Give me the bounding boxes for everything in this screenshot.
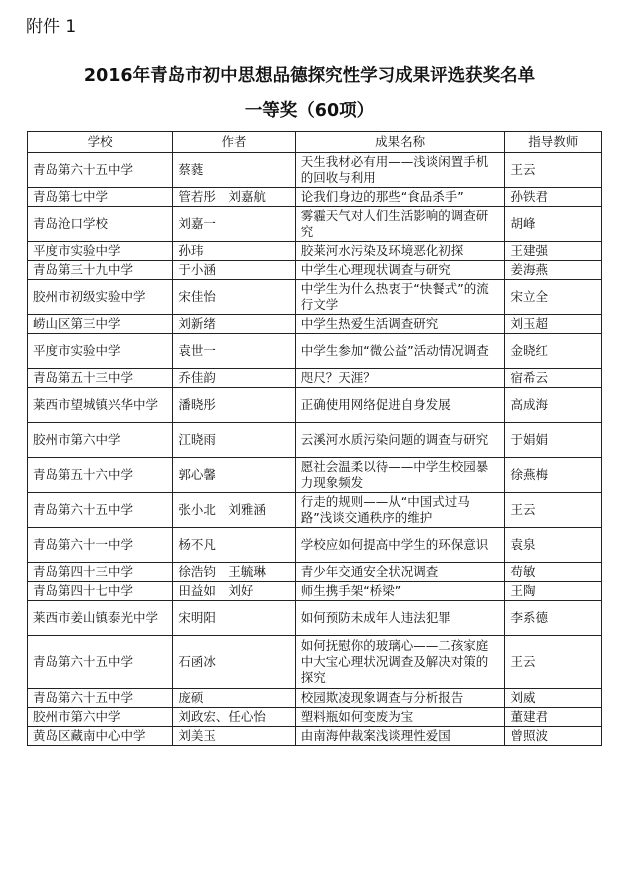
teacher-cell: 曾照波 bbox=[505, 727, 602, 746]
title-cell: 中学生参加“微公益”活动情况调查 bbox=[295, 334, 505, 369]
table-row bbox=[28, 601, 602, 636]
table-row bbox=[28, 563, 602, 582]
table-row bbox=[28, 207, 602, 242]
title-cell: 胶莱河水污染及环境恶化初探 bbox=[295, 242, 505, 261]
author-cell: 石函冰 bbox=[173, 636, 295, 689]
school-cell: 青岛第六十五中学 bbox=[28, 689, 173, 708]
title-cell: 愿社会温柔以待——中学生校园暴力现象频发 bbox=[295, 458, 505, 493]
teacher-cell: 刘威 bbox=[505, 689, 602, 708]
author-cell: 于小涵 bbox=[173, 261, 295, 280]
school-cell: 平度市实验中学 bbox=[28, 242, 173, 261]
teacher-cell: 孙铁君 bbox=[505, 188, 602, 207]
school-cell: 胶州市第六中学 bbox=[28, 423, 173, 458]
school-cell: 胶州市第六中学 bbox=[28, 708, 173, 727]
author-cell: 杨不凡 bbox=[173, 528, 295, 563]
author-cell: 刘政宏、任心怡 bbox=[173, 708, 295, 727]
table-row bbox=[28, 188, 602, 207]
table-row bbox=[28, 242, 602, 261]
header-author: 作者 bbox=[173, 132, 295, 153]
author-cell: 潘晓彤 bbox=[173, 388, 295, 423]
author-cell: 郭心馨 bbox=[173, 458, 295, 493]
teacher-cell: 高成海 bbox=[505, 388, 602, 423]
title-cell: 论我们身边的那些“食品杀手” bbox=[295, 188, 505, 207]
teacher-cell: 刘玉超 bbox=[505, 315, 602, 334]
teacher-cell: 胡峰 bbox=[505, 207, 602, 242]
header-title: 成果名称 bbox=[295, 132, 505, 153]
school-cell: 青岛第六十五中学 bbox=[28, 636, 173, 689]
author-cell: 刘嘉一 bbox=[173, 207, 295, 242]
school-cell: 青岛第四十三中学 bbox=[28, 563, 173, 582]
teacher-cell: 王陶 bbox=[505, 582, 602, 601]
teacher-cell: 李系德 bbox=[505, 601, 602, 636]
header-teacher: 指导教师 bbox=[505, 132, 602, 153]
school-cell: 青岛第三十九中学 bbox=[28, 261, 173, 280]
teacher-cell: 宋立全 bbox=[505, 280, 602, 315]
table-row bbox=[28, 493, 602, 528]
teacher-cell: 金晓红 bbox=[505, 334, 602, 369]
table-row bbox=[28, 423, 602, 458]
table-row bbox=[28, 582, 602, 601]
school-cell: 崂山区第三中学 bbox=[28, 315, 173, 334]
author-cell: 徐浩钧 王毓琳 bbox=[173, 563, 295, 582]
author-cell: 乔佳韵 bbox=[173, 369, 295, 388]
author-cell: 孙玮 bbox=[173, 242, 295, 261]
title-cell: 青少年交通安全状况调查 bbox=[295, 563, 505, 582]
attachment-label: 附件 1 bbox=[26, 17, 77, 37]
teacher-cell: 董建君 bbox=[505, 708, 602, 727]
school-cell: 青岛第七中学 bbox=[28, 188, 173, 207]
table-row bbox=[28, 280, 602, 315]
table-row bbox=[28, 334, 602, 369]
table-row bbox=[28, 458, 602, 493]
author-cell: 蔡蕤 bbox=[173, 153, 295, 188]
title-cell: 校园欺凌现象调查与分析报告 bbox=[295, 689, 505, 708]
teacher-cell: 袁泉 bbox=[505, 528, 602, 563]
teacher-cell: 姜海燕 bbox=[505, 261, 602, 280]
table-row bbox=[28, 369, 602, 388]
school-cell: 青岛沧口学校 bbox=[28, 207, 173, 242]
table-row bbox=[28, 153, 602, 188]
title-cell: 由南海仲裁案浅谈理性爱国 bbox=[295, 727, 505, 746]
title-cell: 咫尺？天涯？ bbox=[295, 369, 505, 388]
title-cell: 行走的规则——从“中国式过马路”浅谈交通秩序的维护 bbox=[295, 493, 505, 528]
school-cell: 平度市实验中学 bbox=[28, 334, 173, 369]
table-row bbox=[28, 315, 602, 334]
school-cell: 青岛第六十一中学 bbox=[28, 528, 173, 563]
table-header-row bbox=[28, 132, 602, 153]
title-cell: 师生携手架“桥梁” bbox=[295, 582, 505, 601]
title-cell: 如何预防未成年人违法犯罪 bbox=[295, 601, 505, 636]
school-cell: 莱西市姜山镇泰光中学 bbox=[28, 601, 173, 636]
teacher-cell: 王云 bbox=[505, 493, 602, 528]
school-cell: 黄岛区藏南中心中学 bbox=[28, 727, 173, 746]
school-cell: 青岛第五十六中学 bbox=[28, 458, 173, 493]
teacher-cell: 王云 bbox=[505, 636, 602, 689]
title-cell: 塑料瓶如何变废为宝 bbox=[295, 708, 505, 727]
author-cell: 刘美玉 bbox=[173, 727, 295, 746]
school-cell: 青岛第五十三中学 bbox=[28, 369, 173, 388]
teacher-cell: 苟敏 bbox=[505, 563, 602, 582]
award-subtitle: 一等奖（60项） bbox=[244, 101, 375, 121]
table-row bbox=[28, 727, 602, 746]
title-cell: 中学生热爱生活调查研究 bbox=[295, 315, 505, 334]
author-cell: 袁世一 bbox=[173, 334, 295, 369]
school-cell: 莱西市望城镇兴华中学 bbox=[28, 388, 173, 423]
table-row bbox=[28, 388, 602, 423]
school-cell: 胶州市初级实验中学 bbox=[28, 280, 173, 315]
author-cell: 管若彤 刘嘉航 bbox=[173, 188, 295, 207]
table-row bbox=[28, 528, 602, 563]
title-cell: 学校应如何提高中学生的环保意识 bbox=[295, 528, 505, 563]
teacher-cell: 徐燕梅 bbox=[505, 458, 602, 493]
table-row bbox=[28, 689, 602, 708]
award-table bbox=[27, 131, 602, 746]
table-row bbox=[28, 261, 602, 280]
author-cell: 江晓雨 bbox=[173, 423, 295, 458]
title-cell: 正确使用网络促进自身发展 bbox=[295, 388, 505, 423]
table-row bbox=[28, 636, 602, 689]
title-cell: 如何抚慰你的玻璃心——二孩家庭中大宝心理状况调查及解决对策的探究 bbox=[295, 636, 505, 689]
teacher-cell: 宿希云 bbox=[505, 369, 602, 388]
author-cell: 庞硕 bbox=[173, 689, 295, 708]
author-cell: 田益如 刘好 bbox=[173, 582, 295, 601]
title-cell: 中学生心理现状调查与研究 bbox=[295, 261, 505, 280]
title-cell: 雾霾天气对人们生活影响的调查研究 bbox=[295, 207, 505, 242]
table-body bbox=[28, 153, 602, 746]
table-row bbox=[28, 708, 602, 727]
author-cell: 宋明阳 bbox=[173, 601, 295, 636]
teacher-cell: 王建强 bbox=[505, 242, 602, 261]
author-cell: 刘新绪 bbox=[173, 315, 295, 334]
title-cell: 云溪河水质污染问题的调查与研究 bbox=[295, 423, 505, 458]
school-cell: 青岛第六十五中学 bbox=[28, 493, 173, 528]
teacher-cell: 王云 bbox=[505, 153, 602, 188]
author-cell: 宋佳怡 bbox=[173, 280, 295, 315]
title-cell: 天生我材必有用——浅谈闲置手机的回收与利用 bbox=[295, 153, 505, 188]
school-cell: 青岛第六十五中学 bbox=[28, 153, 173, 188]
title-cell: 中学生为什么热衷于“快餐式”的流行文学 bbox=[295, 280, 505, 315]
document-title: 2016年青岛市初中思想品德探究性学习成果评选获奖名单 bbox=[83, 66, 536, 86]
header-school: 学校 bbox=[28, 132, 173, 153]
author-cell: 张小北 刘雅涵 bbox=[173, 493, 295, 528]
school-cell: 青岛第四十七中学 bbox=[28, 582, 173, 601]
teacher-cell: 于娟娟 bbox=[505, 423, 602, 458]
